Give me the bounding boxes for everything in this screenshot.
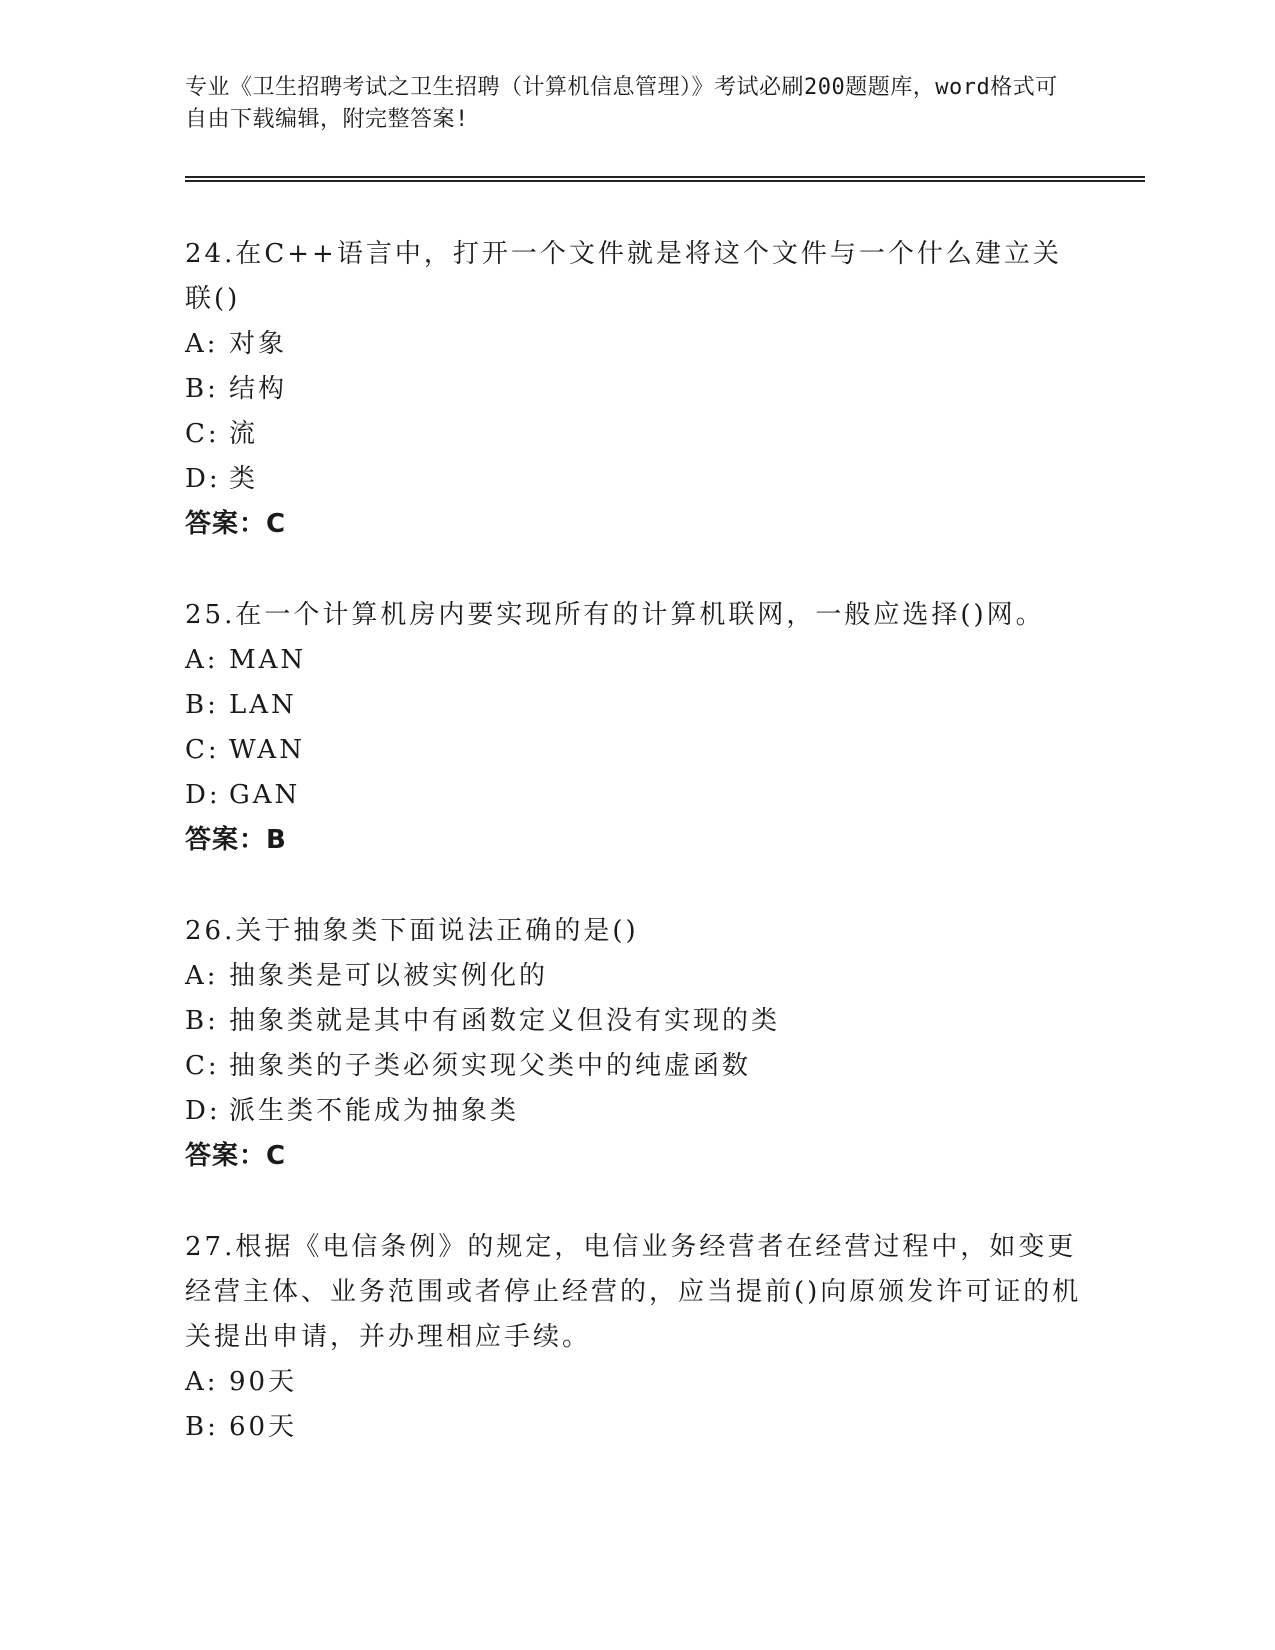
answer-line [185,502,1145,547]
option-letter: B: [185,1412,219,1442]
answer-label: 答案： [185,1141,267,1171]
option-text: LAN [229,690,297,720]
answer-label: 答案： [185,825,267,855]
option-a [185,1360,1145,1405]
option-letter: B: [185,690,219,720]
option-c [185,1044,1145,1089]
option-text: 结构 [229,374,288,404]
document-page [185,72,1145,1496]
option-letter: B: [185,374,219,404]
option-letter: D: [185,1096,221,1126]
answer-label: 答案： [185,509,267,539]
option-c [185,412,1145,457]
option-text: 类 [229,464,259,494]
answer-value: C [266,509,287,539]
document-header: 专业《卫生招聘考试之卫生招聘（计算机信息管理）》考试必刷200题题库，word格式可自由下载编辑，附完整答案! [185,75,1058,132]
option-letter: C: [185,1051,220,1081]
option-b [185,367,1145,412]
option-a [185,322,1145,367]
answer-line [185,818,1145,863]
option-b [185,683,1145,728]
question-26 [185,909,1145,1179]
answer-line [185,1134,1145,1179]
option-b [185,1405,1145,1450]
option-a [185,638,1145,683]
option-d [185,457,1145,502]
option-text: 抽象类就是其中有函数定义但没有实现的类 [229,1006,781,1036]
answer-value: C [266,1141,287,1171]
option-text: GAN [229,780,301,810]
option-a [185,954,1145,999]
option-letter: A: [185,645,219,675]
option-text: MAN [229,645,307,675]
option-d [185,773,1145,818]
option-letter: C: [185,735,220,765]
answer-value: B [266,825,287,855]
option-text: 抽象类是可以被实例化的 [229,961,549,991]
question-stem: 24.在C++语言中，打开一个文件就是将这个文件与一个什么建立关联() [185,239,1062,314]
question-stem: 27.根据《电信条例》的规定，电信业务经营者在经营过程中，如变更经营主体、业务范围或者停止经营的，应当提前()向原颁发许可证的机关提出申请，并办理相应手续。 [185,1232,1082,1352]
question-27 [185,1225,1145,1450]
question-stem: 25.在一个计算机房内要实现所有的计算机联网，一般应选择()网。 [185,600,1045,630]
question-25 [185,593,1145,863]
option-d [185,1089,1145,1134]
option-text: 抽象类的子类必须实现父类中的纯虚函数 [229,1051,752,1081]
option-b [185,999,1145,1044]
option-letter: D: [185,464,221,494]
option-text: 派生类不能成为抽象类 [229,1096,520,1126]
option-text: WAN [229,735,305,765]
question-list [185,232,1145,1450]
question-stem: 26.关于抽象类下面说法正确的是() [185,916,639,946]
option-letter: B: [185,1006,219,1036]
option-text: 流 [229,419,259,449]
option-text: 对象 [229,329,288,359]
option-text: 90天 [229,1367,298,1397]
option-letter: C: [185,419,220,449]
option-text: 60天 [229,1412,298,1442]
option-letter: D: [185,780,221,810]
question-24 [185,232,1145,547]
option-letter: A: [185,961,219,991]
header-divider [185,176,1145,182]
option-letter: A: [185,329,219,359]
option-c [185,728,1145,773]
option-letter: A: [185,1367,219,1397]
